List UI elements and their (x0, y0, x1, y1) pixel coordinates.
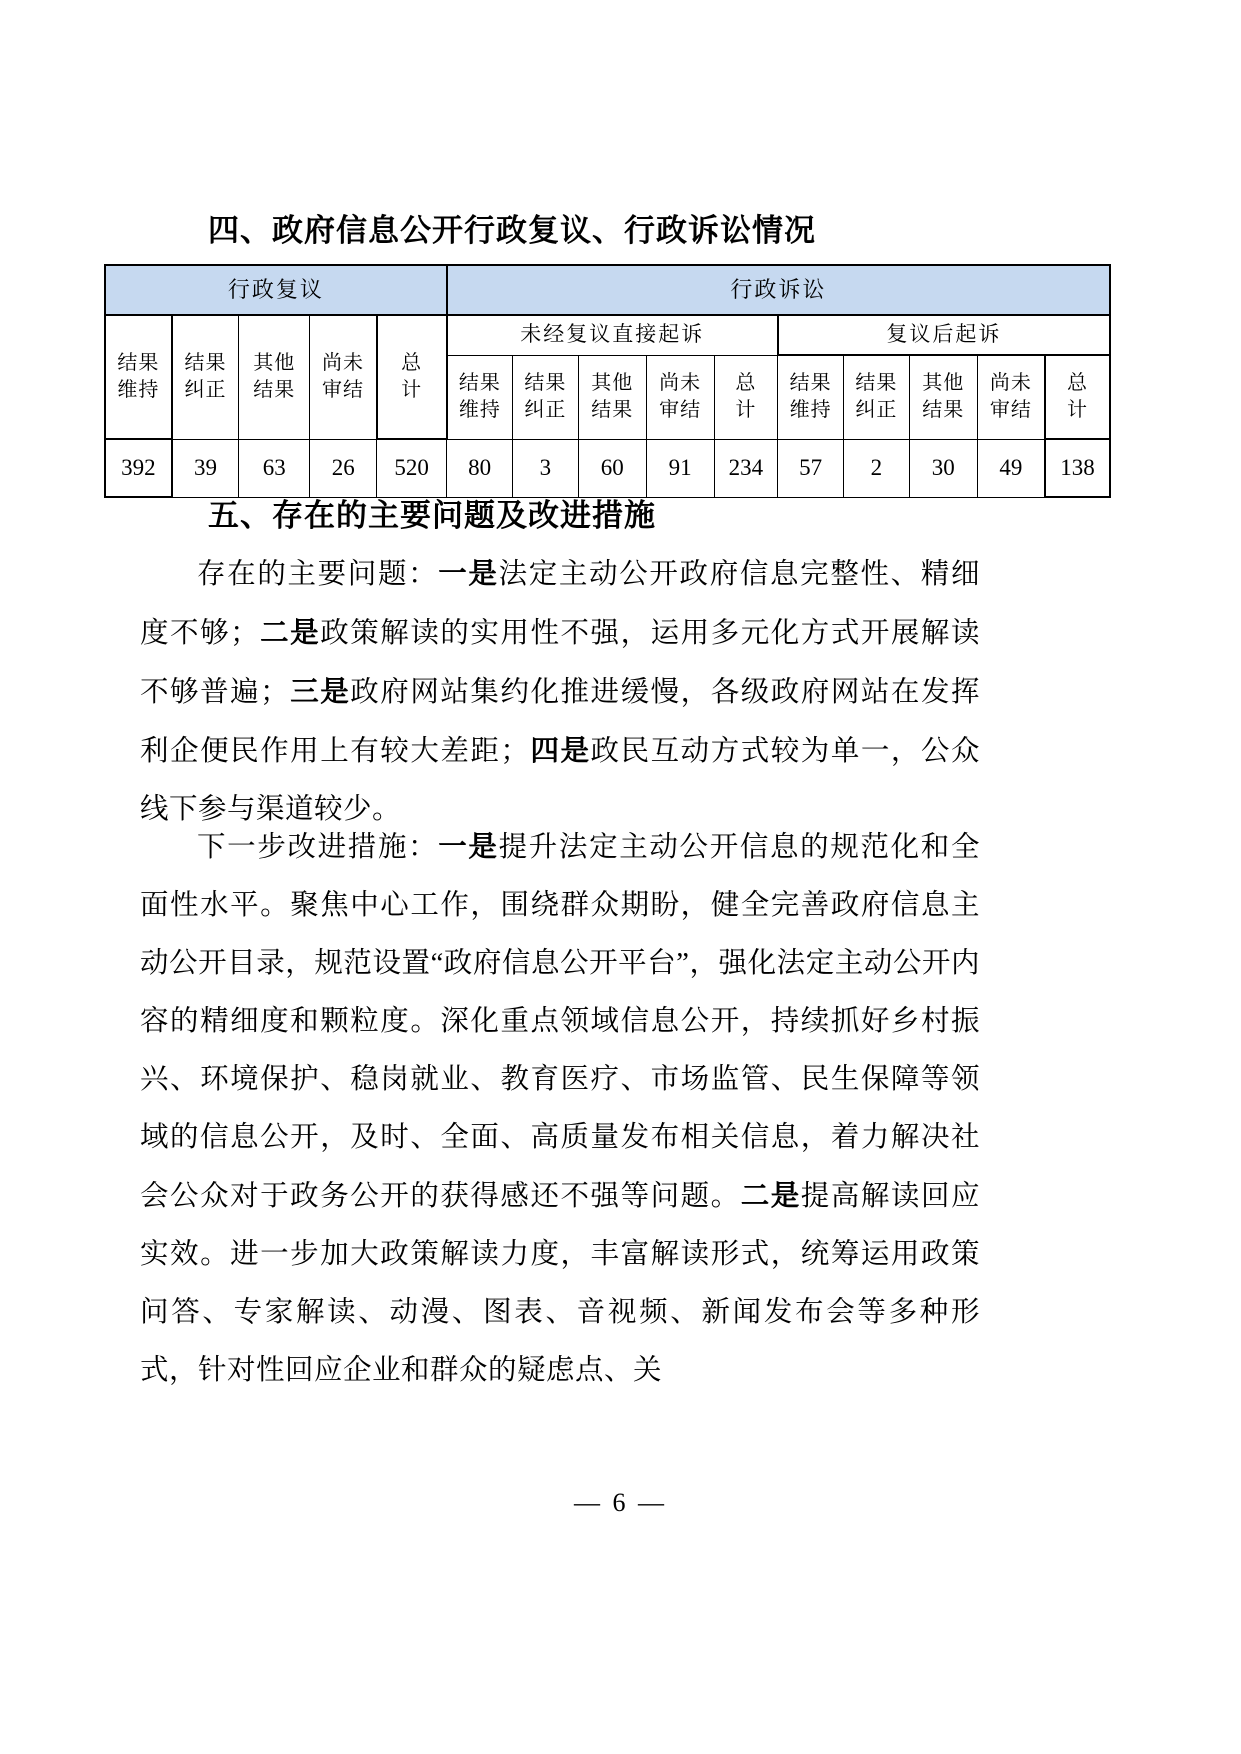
group-header-administrative-litigation: 行政诉讼 (447, 265, 1110, 315)
column-header-review-result-corrected: 结果 纠正 (172, 315, 239, 439)
subgroup-header-direct-litigation: 未经复议直接起诉 (447, 315, 778, 355)
emphasis-run: 二是 (740, 1179, 801, 1212)
page-number: — 6 — (574, 1488, 667, 1517)
emphasis-run: 二是 (259, 616, 321, 649)
cell-post-total: 138 (1045, 439, 1110, 497)
column-header-review-total: 总 计 (377, 315, 447, 439)
column-header-direct-other-result: 其他 结果 (578, 355, 646, 439)
cell-review-other-result: 63 (239, 439, 310, 497)
emphasis-run: 四是 (529, 734, 591, 767)
emphasis-run: 三是 (289, 675, 351, 708)
column-header-post-other-result: 其他 结果 (909, 355, 977, 439)
text-run: 政民互动方式较为单一，公众线下参与渠道较少。 (140, 736, 980, 825)
text-run: 法定主动公开政府信息完整性、精细度不够； (140, 559, 980, 649)
text-run: 政策解读的实用性不强，运用多元化方式开展解读不够普遍； (140, 618, 980, 708)
cell-post-other-result: 30 (909, 439, 977, 497)
cell-review-total: 520 (377, 439, 447, 497)
cell-post-result-upheld: 57 (778, 439, 844, 497)
column-header-direct-result-upheld: 结果 维持 (447, 355, 513, 439)
cell-direct-result-upheld: 80 (447, 439, 513, 497)
text-run: 政府网站集约化推进缓慢，各级政府网站在发挥利企便民作用上有较大差距； (140, 677, 980, 767)
text-run: 提升法定主动公开信息的规范化和全面性水平。聚焦中心工作，围绕群众期盼，健全完善政府信息主动公开目录，规范设置“政府信息公开平台”，强化法定主动公开内容的精细度和颗粒度。深化重点领域信息公开，持续抓好乡村振兴、环境保护、稳岗就业、教育医疗、市场监管、民生保障等领域的信息公开，及时、全面、高质量发布相关信息，着力解决社会公众对于政务公开的获得感还不强等问题。 (140, 832, 980, 1212)
section-4-heading: 四、政府信息公开行政复议、行政诉讼情况 (208, 213, 816, 249)
cell-review-result-upheld: 392 (105, 439, 172, 497)
emphasis-run: 一是 (438, 830, 499, 863)
cell-direct-total: 234 (714, 439, 778, 497)
cell-direct-other-result: 60 (578, 439, 646, 497)
column-header-post-total: 总 计 (1045, 355, 1110, 439)
column-header-post-result-upheld: 结果 维持 (778, 355, 844, 439)
column-header-review-pending: 尚未 审结 (310, 315, 377, 439)
cell-review-result-corrected: 39 (172, 439, 239, 497)
column-header-review-other-result: 其他 结果 (239, 315, 310, 439)
text-run: 存在的主要问题： (197, 559, 439, 590)
improvement-measures-paragraph-block (140, 818, 980, 1400)
text-run: 提高解读回应实效。进一步加大政策解读力度，丰富解读形式，统筹运用政策问答、专家解读、动漫、图表、音视频、新闻发布会等多种形式，针对性回应企业和群众的疑虑点、关 (140, 1181, 980, 1386)
table-group-header-row (105, 265, 1110, 315)
administrative-review-litigation-table (104, 264, 1111, 498)
improvement-measures-paragraph (140, 818, 980, 1400)
text-run: 下一步改进措施： (197, 832, 439, 863)
table-row (105, 439, 1110, 497)
cell-direct-pending: 91 (646, 439, 714, 497)
table-subgroup-header-row (105, 315, 1110, 355)
column-header-post-pending: 尚未 审结 (977, 355, 1045, 439)
cell-post-result-corrected: 2 (844, 439, 910, 497)
emphasis-run: 一是 (438, 557, 499, 590)
group-header-administrative-review: 行政复议 (105, 265, 447, 315)
administrative-review-litigation-table-wrapper (104, 264, 1111, 498)
main-problems-paragraph (140, 545, 980, 839)
cell-direct-result-corrected: 3 (512, 439, 578, 497)
column-header-direct-pending: 尚未 审结 (646, 355, 714, 439)
cell-post-pending: 49 (977, 439, 1045, 497)
cell-review-pending: 26 (310, 439, 377, 497)
column-header-direct-result-corrected: 结果 纠正 (512, 355, 578, 439)
main-problems-paragraph-block (140, 545, 980, 839)
section-5-heading: 五、存在的主要问题及改进措施 (208, 498, 656, 534)
column-header-post-result-corrected: 结果 纠正 (844, 355, 910, 439)
column-header-review-result-upheld: 结果 维持 (105, 315, 172, 439)
column-header-direct-total: 总 计 (714, 355, 778, 439)
subgroup-header-post-review-litigation: 复议后起诉 (778, 315, 1110, 355)
